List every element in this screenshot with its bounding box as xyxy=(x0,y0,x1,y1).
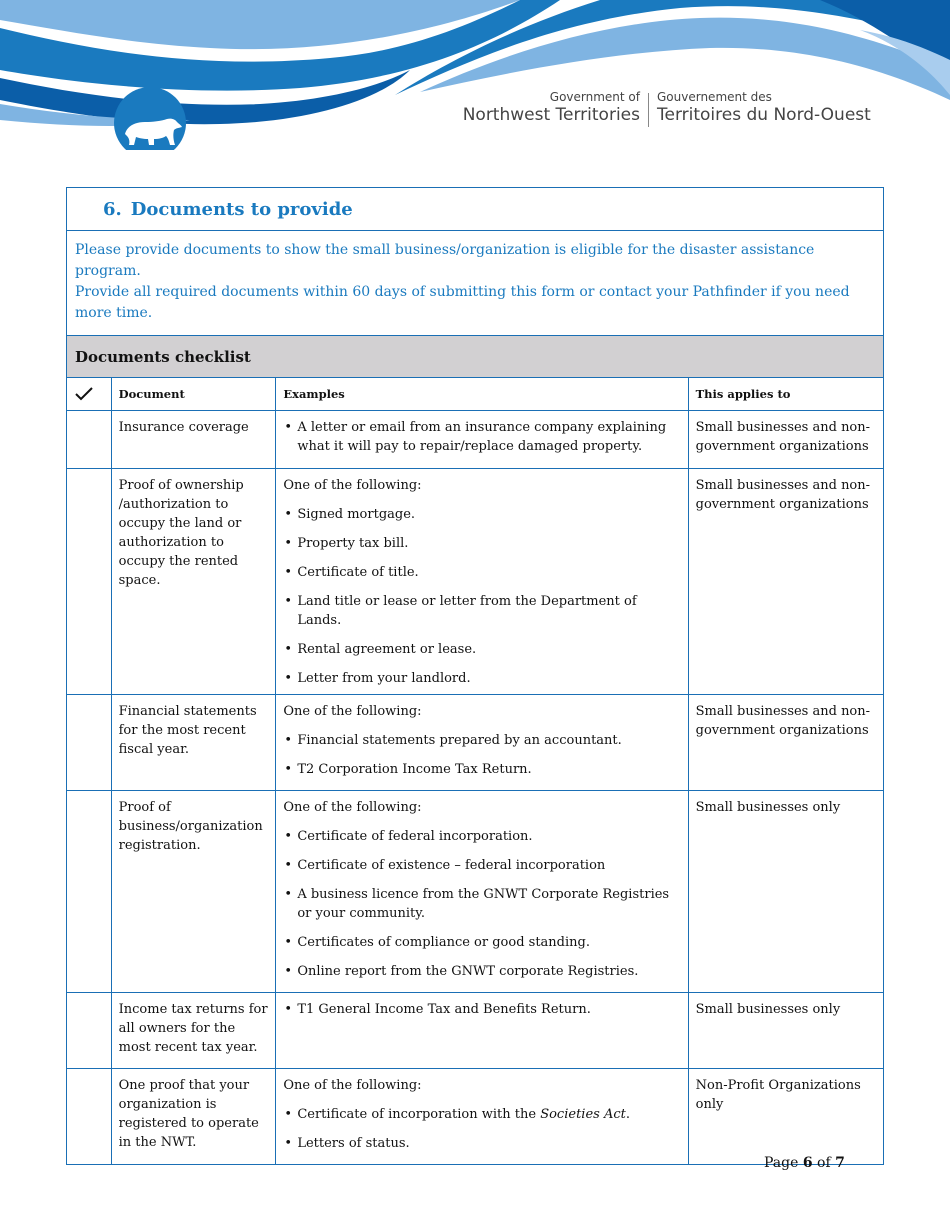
list-item: • A business licence from the GNWT Corporate Registries or your community. xyxy=(283,885,680,923)
applies-cell: Small businesses only xyxy=(688,791,883,993)
examples-lead: One of the following: xyxy=(283,800,422,815)
examples-list xyxy=(283,731,680,779)
table-row xyxy=(67,695,883,791)
document-column-header: Document xyxy=(111,378,276,411)
examples-column-header: Examples xyxy=(276,378,688,411)
page-prefix: Page xyxy=(764,1155,799,1171)
examples-list xyxy=(283,1105,680,1153)
gov-fr-small: Gouvernement des xyxy=(657,90,772,104)
check-column-header xyxy=(67,378,111,411)
document-cell: Insurance coverage xyxy=(111,411,276,469)
section-intro xyxy=(67,231,883,336)
examples-list xyxy=(283,827,680,981)
list-item: • Rental agreement or lease. xyxy=(283,640,680,659)
page-current: 6 xyxy=(802,1155,813,1171)
examples-cell xyxy=(276,695,688,791)
table-row xyxy=(67,469,883,695)
page-number xyxy=(764,1155,845,1171)
section-title-text: Documents to provide xyxy=(130,198,353,220)
examples-list xyxy=(283,1000,680,1019)
check-cell[interactable] xyxy=(67,469,111,695)
intro-line-2: Provide all required documents within 60 days of submitting this form or contact your Pathfinder if you need more time. xyxy=(75,284,850,321)
examples-lead: One of the following: xyxy=(283,478,422,493)
table-row xyxy=(67,1069,883,1164)
gov-divider xyxy=(648,93,649,127)
applies-column-header: This applies to xyxy=(688,378,883,411)
list-item: • A letter or email from an insurance company explaining what it will pay to repair/replace damaged property. xyxy=(283,418,680,456)
intro-line-1: Please provide documents to show the small business/organization is eligible for the disaster assistance program. xyxy=(75,242,815,279)
list-item: • Signed mortgage. xyxy=(283,505,680,524)
documents-section xyxy=(66,187,884,1165)
check-cell[interactable] xyxy=(67,1069,111,1164)
list-item: • T2 Corporation Income Tax Return. xyxy=(283,760,680,779)
gov-name-english xyxy=(463,90,640,125)
examples-cell xyxy=(276,1069,688,1164)
list-item: • Land title or lease or letter from the Department of Lands. xyxy=(283,592,680,630)
table-row xyxy=(67,791,883,993)
gov-fr-big: Territoires du Nord-Ouest xyxy=(657,105,871,125)
header-banner xyxy=(0,0,950,160)
document-cell: Proof of ownership /authorization to occupy the land or authorization to occupy the rented space. xyxy=(111,469,276,695)
list-item: • Financial statements prepared by an accountant. xyxy=(283,731,680,750)
section-number: 6. xyxy=(103,198,122,220)
list-item: • Property tax bill. xyxy=(283,534,680,553)
checklist-heading: Documents checklist xyxy=(67,336,883,378)
bullet-suffix: . xyxy=(625,1107,630,1122)
list-item: • Online report from the GNWT corporate Registries. xyxy=(283,962,680,981)
examples-list xyxy=(283,418,680,456)
examples-lead: One of the following: xyxy=(283,704,422,719)
gov-en-small: Government of xyxy=(549,90,640,104)
list-item: • Certificate of existence – federal incorporation xyxy=(283,856,680,875)
applies-cell: Small businesses only xyxy=(688,993,883,1069)
applies-cell: Small businesses and non-government organizations xyxy=(688,411,883,469)
examples-cell xyxy=(276,791,688,993)
list-item: • T1 General Income Tax and Benefits Return. xyxy=(283,1000,680,1019)
list-item xyxy=(283,1105,680,1124)
gov-name-french xyxy=(657,90,871,125)
bullet-prefix: Certificate of incorporation with the xyxy=(297,1107,541,1122)
societies-act-title: Societies Act xyxy=(540,1107,626,1122)
check-cell[interactable] xyxy=(67,411,111,469)
check-cell[interactable] xyxy=(67,791,111,993)
documents-table xyxy=(67,378,883,1164)
page-of: of xyxy=(817,1155,831,1171)
page-total: 7 xyxy=(835,1155,845,1171)
polar-bear-logo-icon xyxy=(121,112,183,148)
applies-cell: Small businesses and non-government organizations xyxy=(688,695,883,791)
check-cell[interactable] xyxy=(67,695,111,791)
examples-cell xyxy=(276,993,688,1069)
table-row xyxy=(67,993,883,1069)
list-item: • Letters of status. xyxy=(283,1134,680,1153)
examples-list xyxy=(283,505,680,688)
checkmark-icon xyxy=(74,386,94,402)
examples-cell xyxy=(276,469,688,695)
applies-cell: Small businesses and non-government organizations xyxy=(688,469,883,695)
document-cell: Income tax returns for all owners for the most recent tax year. xyxy=(111,993,276,1069)
document-cell: Financial statements for the most recent fiscal year. xyxy=(111,695,276,791)
list-item: • Certificates of compliance or good standing. xyxy=(283,933,680,952)
section-title xyxy=(67,188,883,231)
applies-cell: Non-Profit Organizations only xyxy=(688,1069,883,1164)
check-cell[interactable] xyxy=(67,993,111,1069)
examples-cell xyxy=(276,411,688,469)
list-item: • Certificate of title. xyxy=(283,563,680,582)
examples-lead: One of the following: xyxy=(283,1078,422,1093)
table-header-row xyxy=(67,378,883,411)
document-cell: Proof of business/organization registration. xyxy=(111,791,276,993)
gov-en-big: Northwest Territories xyxy=(462,105,640,125)
list-item: • Certificate of federal incorporation. xyxy=(283,827,680,846)
table-row xyxy=(67,411,883,469)
document-cell: One proof that your organization is registered to operate in the NWT. xyxy=(111,1069,276,1164)
list-item: • Letter from your landlord. xyxy=(283,669,680,688)
